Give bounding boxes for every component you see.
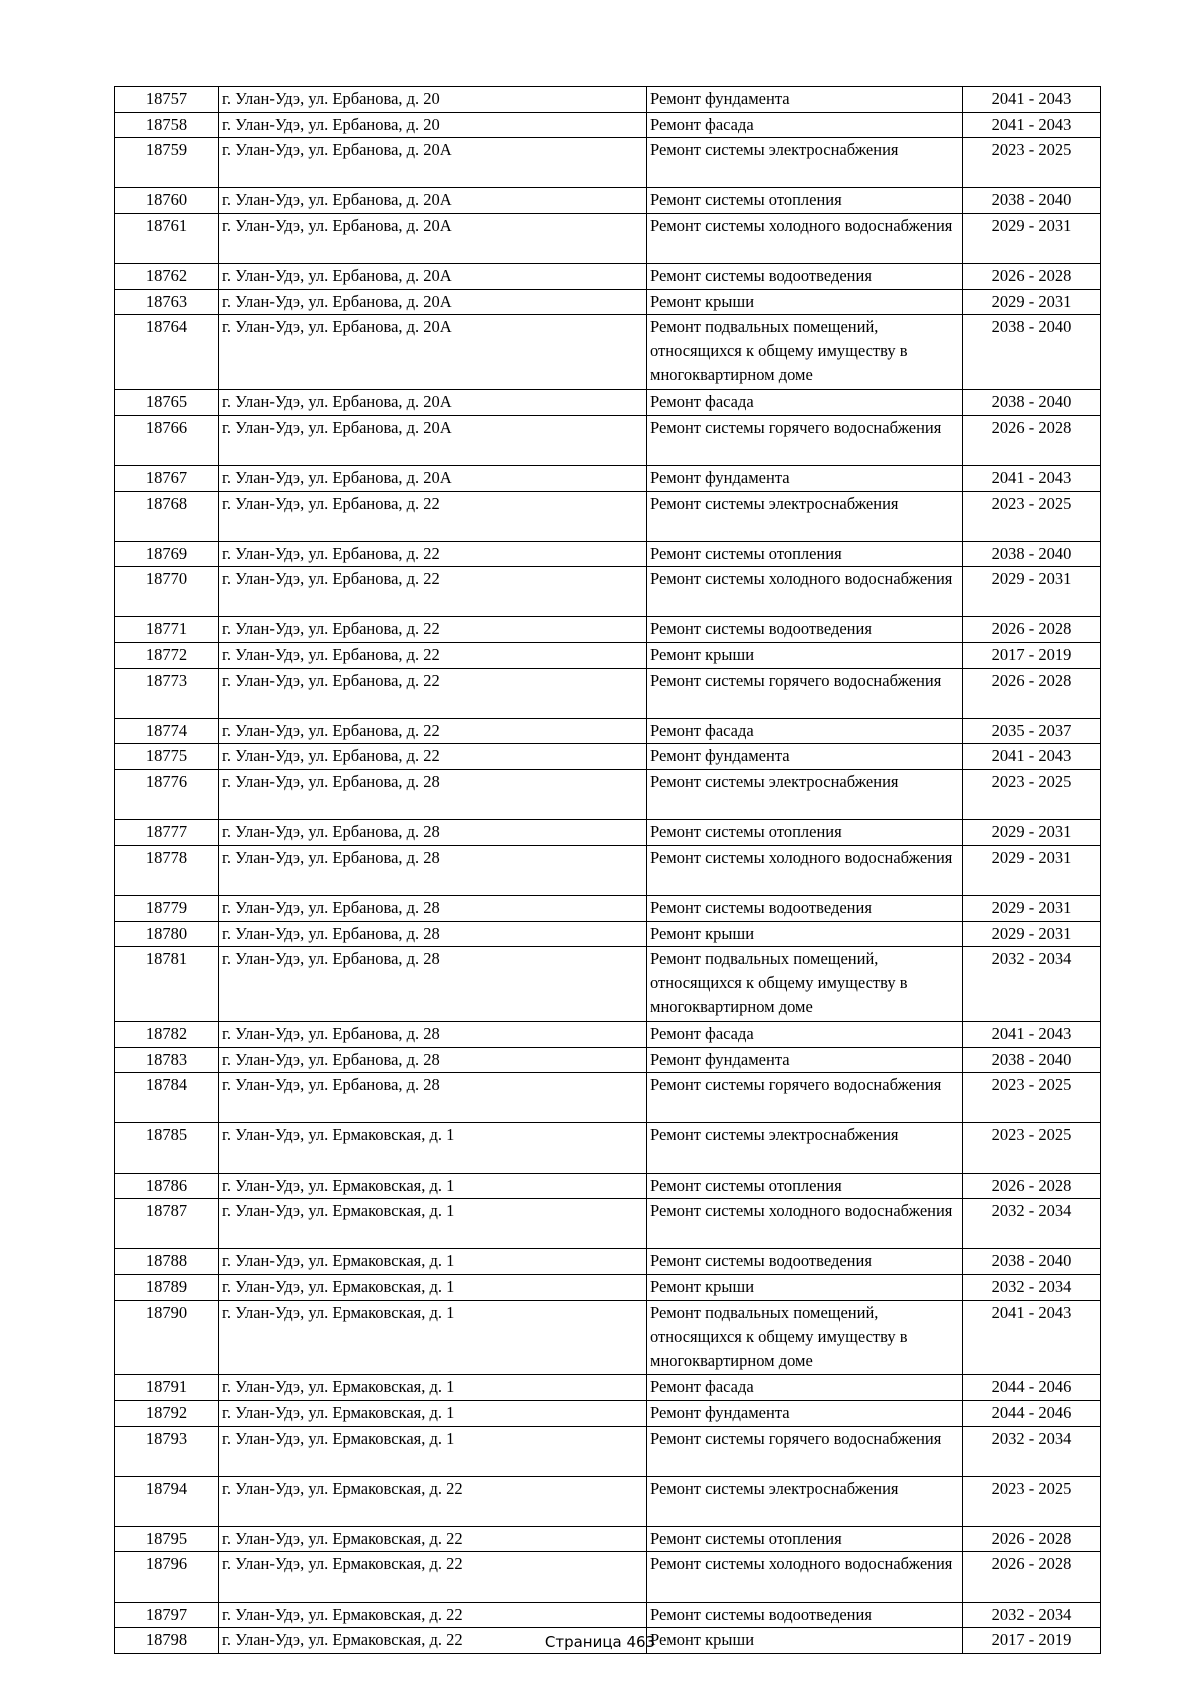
period-cell: 2023 - 2025 (963, 770, 1101, 820)
work-type-cell: Ремонт системы горячего водоснабжения (647, 415, 963, 465)
address-cell: г. Улан-Удэ, ул. Ербанова, д. 20А (219, 138, 647, 188)
work-type-cell: Ремонт фундамента (647, 1400, 963, 1426)
address-cell: г. Улан-Удэ, ул. Ермаковская, д. 1 (219, 1426, 647, 1476)
table-row (115, 491, 1101, 541)
address-cell: г. Улан-Удэ, ул. Ербанова, д. 28 (219, 947, 647, 1022)
row-number-cell: 18780 (115, 921, 219, 947)
period-cell: 2038 - 2040 (963, 315, 1101, 390)
row-number-cell: 18782 (115, 1022, 219, 1048)
table-row (115, 1476, 1101, 1526)
table-row (115, 1300, 1101, 1375)
address-cell: г. Улан-Удэ, ул. Ербанова, д. 22 (219, 491, 647, 541)
address-cell: г. Улан-Удэ, ул. Ербанова, д. 22 (219, 744, 647, 770)
row-number-cell: 18766 (115, 415, 219, 465)
period-cell: 2041 - 2043 (963, 1300, 1101, 1375)
table-row (115, 1426, 1101, 1476)
table-row (115, 770, 1101, 820)
address-cell: г. Улан-Удэ, ул. Ербанова, д. 28 (219, 1047, 647, 1073)
table-row (115, 541, 1101, 567)
address-cell: г. Улан-Удэ, ул. Ермаковская, д. 22 (219, 1526, 647, 1552)
row-number-cell: 18795 (115, 1526, 219, 1552)
table-row (115, 1022, 1101, 1048)
table-row (115, 1400, 1101, 1426)
table-row (115, 896, 1101, 922)
period-cell: 2029 - 2031 (963, 820, 1101, 846)
table-row (115, 1552, 1101, 1602)
work-type-cell: Ремонт крыши (647, 289, 963, 315)
period-cell: 2038 - 2040 (963, 390, 1101, 416)
period-cell: 2029 - 2031 (963, 289, 1101, 315)
row-number-cell: 18776 (115, 770, 219, 820)
work-type-cell: Ремонт фасада (647, 718, 963, 744)
work-type-cell: Ремонт подвальных помещений, относящихся к общему имуществу в многоквартирном доме (647, 315, 963, 390)
work-type-cell: Ремонт системы отопления (647, 1173, 963, 1199)
table-row (115, 1274, 1101, 1300)
row-number-cell: 18798 (115, 1628, 219, 1654)
table-row (115, 289, 1101, 315)
period-cell: 2041 - 2043 (963, 744, 1101, 770)
period-cell: 2038 - 2040 (963, 188, 1101, 214)
period-cell: 2023 - 2025 (963, 1476, 1101, 1526)
period-cell: 2032 - 2034 (963, 1426, 1101, 1476)
period-cell: 2029 - 2031 (963, 921, 1101, 947)
table-row (115, 947, 1101, 1022)
period-cell: 2032 - 2034 (963, 947, 1101, 1022)
row-number-cell: 18787 (115, 1199, 219, 1249)
address-cell: г. Улан-Удэ, ул. Ермаковская, д. 22 (219, 1476, 647, 1526)
address-cell: г. Улан-Удэ, ул. Ермаковская, д. 1 (219, 1375, 647, 1401)
work-type-cell: Ремонт системы водоотведения (647, 264, 963, 290)
address-cell: г. Улан-Удэ, ул. Ербанова, д. 20А (219, 390, 647, 416)
table-row (115, 264, 1101, 290)
address-cell: г. Улан-Удэ, ул. Ербанова, д. 20А (219, 289, 647, 315)
period-cell: 2029 - 2031 (963, 845, 1101, 895)
row-number-cell: 18792 (115, 1400, 219, 1426)
table-row (115, 1047, 1101, 1073)
row-number-cell: 18779 (115, 896, 219, 922)
address-cell: г. Улан-Удэ, ул. Ермаковская, д. 22 (219, 1552, 647, 1602)
work-type-cell: Ремонт крыши (647, 643, 963, 669)
period-cell: 2026 - 2028 (963, 264, 1101, 290)
work-type-cell: Ремонт системы водоотведения (647, 1249, 963, 1275)
row-number-cell: 18797 (115, 1602, 219, 1628)
table-row (115, 845, 1101, 895)
work-type-cell: Ремонт системы электроснабжения (647, 491, 963, 541)
work-type-cell: Ремонт системы холодного водоснабжения (647, 1552, 963, 1602)
work-type-cell: Ремонт системы электроснабжения (647, 1123, 963, 1173)
row-number-cell: 18758 (115, 112, 219, 138)
row-number-cell: 18781 (115, 947, 219, 1022)
period-cell: 2038 - 2040 (963, 1047, 1101, 1073)
table-row (115, 390, 1101, 416)
repair-schedule-body (115, 87, 1101, 1654)
period-cell: 2044 - 2046 (963, 1400, 1101, 1426)
row-number-cell: 18793 (115, 1426, 219, 1476)
address-cell: г. Улан-Удэ, ул. Ербанова, д. 28 (219, 1073, 647, 1123)
work-type-cell: Ремонт системы холодного водоснабжения (647, 213, 963, 263)
address-cell: г. Улан-Удэ, ул. Ербанова, д. 20А (219, 264, 647, 290)
address-cell: г. Улан-Удэ, ул. Ербанова, д. 22 (219, 643, 647, 669)
work-type-cell: Ремонт фундамента (647, 744, 963, 770)
work-type-cell: Ремонт системы водоотведения (647, 1602, 963, 1628)
address-cell: г. Улан-Удэ, ул. Ербанова, д. 28 (219, 820, 647, 846)
address-cell: г. Улан-Удэ, ул. Ермаковская, д. 22 (219, 1602, 647, 1628)
table-row (115, 921, 1101, 947)
address-cell: г. Улан-Удэ, ул. Ербанова, д. 28 (219, 770, 647, 820)
work-type-cell: Ремонт системы отопления (647, 541, 963, 567)
table-row (115, 188, 1101, 214)
address-cell: г. Улан-Удэ, ул. Ермаковская, д. 1 (219, 1274, 647, 1300)
period-cell: 2026 - 2028 (963, 1552, 1101, 1602)
address-cell: г. Улан-Удэ, ул. Ербанова, д. 22 (219, 668, 647, 718)
table-row (115, 1375, 1101, 1401)
work-type-cell: Ремонт крыши (647, 1274, 963, 1300)
period-cell: 2026 - 2028 (963, 668, 1101, 718)
work-type-cell: Ремонт подвальных помещений, относящихся к общему имуществу в многоквартирном доме (647, 1300, 963, 1375)
address-cell: г. Улан-Удэ, ул. Ермаковская, д. 1 (219, 1123, 647, 1173)
period-cell: 2032 - 2034 (963, 1274, 1101, 1300)
row-number-cell: 18773 (115, 668, 219, 718)
work-type-cell: Ремонт фасада (647, 112, 963, 138)
address-cell: г. Улан-Удэ, ул. Ербанова, д. 20А (219, 465, 647, 491)
row-number-cell: 18760 (115, 188, 219, 214)
table-row (115, 718, 1101, 744)
row-number-cell: 18772 (115, 643, 219, 669)
address-cell: г. Улан-Удэ, ул. Ермаковская, д. 1 (219, 1400, 647, 1426)
address-cell: г. Улан-Удэ, ул. Ербанова, д. 28 (219, 1022, 647, 1048)
row-number-cell: 18791 (115, 1375, 219, 1401)
row-number-cell: 18783 (115, 1047, 219, 1073)
period-cell: 2041 - 2043 (963, 465, 1101, 491)
address-cell: г. Улан-Удэ, ул. Ербанова, д. 22 (219, 567, 647, 617)
work-type-cell: Ремонт системы водоотведения (647, 896, 963, 922)
row-number-cell: 18777 (115, 820, 219, 846)
row-number-cell: 18774 (115, 718, 219, 744)
period-cell: 2026 - 2028 (963, 415, 1101, 465)
row-number-cell: 18764 (115, 315, 219, 390)
period-cell: 2023 - 2025 (963, 1073, 1101, 1123)
row-number-cell: 18786 (115, 1173, 219, 1199)
table-row (115, 1123, 1101, 1173)
address-cell: г. Улан-Удэ, ул. Ербанова, д. 28 (219, 896, 647, 922)
address-cell: г. Улан-Удэ, ул. Ербанова, д. 28 (219, 921, 647, 947)
period-cell: 2041 - 2043 (963, 1022, 1101, 1048)
period-cell: 2017 - 2019 (963, 643, 1101, 669)
row-number-cell: 18789 (115, 1274, 219, 1300)
work-type-cell: Ремонт системы электроснабжения (647, 770, 963, 820)
work-type-cell: Ремонт системы холодного водоснабжения (647, 567, 963, 617)
row-number-cell: 18767 (115, 465, 219, 491)
work-type-cell: Ремонт системы холодного водоснабжения (647, 845, 963, 895)
row-number-cell: 18759 (115, 138, 219, 188)
table-row (115, 1249, 1101, 1275)
row-number-cell: 18768 (115, 491, 219, 541)
table-row (115, 1199, 1101, 1249)
address-cell: г. Улан-Удэ, ул. Ербанова, д. 20А (219, 415, 647, 465)
table-row (115, 1173, 1101, 1199)
period-cell: 2032 - 2034 (963, 1199, 1101, 1249)
period-cell: 2044 - 2046 (963, 1375, 1101, 1401)
row-number-cell: 18785 (115, 1123, 219, 1173)
table-row (115, 617, 1101, 643)
work-type-cell: Ремонт подвальных помещений, относящихся к общему имуществу в многоквартирном доме (647, 947, 963, 1022)
work-type-cell: Ремонт крыши (647, 921, 963, 947)
work-type-cell: Ремонт системы отопления (647, 188, 963, 214)
period-cell: 2032 - 2034 (963, 1602, 1101, 1628)
work-type-cell: Ремонт фундамента (647, 87, 963, 113)
work-type-cell: Ремонт системы электроснабжения (647, 138, 963, 188)
address-cell: г. Улан-Удэ, ул. Ербанова, д. 20А (219, 213, 647, 263)
table-row (115, 1602, 1101, 1628)
address-cell: г. Улан-Удэ, ул. Ермаковская, д. 1 (219, 1249, 647, 1275)
period-cell: 2023 - 2025 (963, 138, 1101, 188)
table-row (115, 1526, 1101, 1552)
work-type-cell: Ремонт системы водоотведения (647, 617, 963, 643)
work-type-cell: Ремонт фасада (647, 390, 963, 416)
period-cell: 2029 - 2031 (963, 213, 1101, 263)
period-cell: 2017 - 2019 (963, 1628, 1101, 1654)
period-cell: 2038 - 2040 (963, 541, 1101, 567)
row-number-cell: 18762 (115, 264, 219, 290)
table-row (115, 643, 1101, 669)
row-number-cell: 18770 (115, 567, 219, 617)
table-row (115, 415, 1101, 465)
row-number-cell: 18778 (115, 845, 219, 895)
address-cell: г. Улан-Удэ, ул. Ермаковская, д. 1 (219, 1300, 647, 1375)
period-cell: 2041 - 2043 (963, 112, 1101, 138)
period-cell: 2038 - 2040 (963, 1249, 1101, 1275)
period-cell: 2026 - 2028 (963, 617, 1101, 643)
table-row (115, 315, 1101, 390)
row-number-cell: 18761 (115, 213, 219, 263)
period-cell: 2026 - 2028 (963, 1173, 1101, 1199)
table-row (115, 112, 1101, 138)
address-cell: г. Улан-Удэ, ул. Ербанова, д. 20А (219, 315, 647, 390)
address-cell: г. Улан-Удэ, ул. Ермаковская, д. 1 (219, 1199, 647, 1249)
address-cell: г. Улан-Удэ, ул. Ербанова, д. 20А (219, 188, 647, 214)
period-cell: 2023 - 2025 (963, 491, 1101, 541)
work-type-cell: Ремонт крыши (647, 1628, 963, 1654)
period-cell: 2026 - 2028 (963, 1526, 1101, 1552)
table-row (115, 1073, 1101, 1123)
work-type-cell: Ремонт системы холодного водоснабжения (647, 1199, 963, 1249)
address-cell: г. Улан-Удэ, ул. Ербанова, д. 22 (219, 541, 647, 567)
period-cell: 2029 - 2031 (963, 896, 1101, 922)
row-number-cell: 18775 (115, 744, 219, 770)
work-type-cell: Ремонт системы отопления (647, 1526, 963, 1552)
row-number-cell: 18763 (115, 289, 219, 315)
table-row (115, 465, 1101, 491)
period-cell: 2035 - 2037 (963, 718, 1101, 744)
row-number-cell: 18771 (115, 617, 219, 643)
table-row (115, 744, 1101, 770)
work-type-cell: Ремонт фасада (647, 1375, 963, 1401)
table-row (115, 820, 1101, 846)
address-cell: г. Улан-Удэ, ул. Ермаковская, д. 22 (219, 1628, 647, 1654)
work-type-cell: Ремонт системы электроснабжения (647, 1476, 963, 1526)
row-number-cell: 18796 (115, 1552, 219, 1602)
row-number-cell: 18769 (115, 541, 219, 567)
table-row (115, 213, 1101, 263)
period-cell: 2041 - 2043 (963, 87, 1101, 113)
work-type-cell: Ремонт системы отопления (647, 820, 963, 846)
work-type-cell: Ремонт системы горячего водоснабжения (647, 1073, 963, 1123)
row-number-cell: 18765 (115, 390, 219, 416)
address-cell: г. Улан-Удэ, ул. Ербанова, д. 22 (219, 617, 647, 643)
work-type-cell: Ремонт системы горячего водоснабжения (647, 668, 963, 718)
repair-schedule-table (114, 86, 1101, 1654)
address-cell: г. Улан-Удэ, ул. Ербанова, д. 20 (219, 87, 647, 113)
row-number-cell: 18794 (115, 1476, 219, 1526)
address-cell: г. Улан-Удэ, ул. Ербанова, д. 22 (219, 718, 647, 744)
address-cell: г. Улан-Удэ, ул. Ербанова, д. 20 (219, 112, 647, 138)
address-cell: г. Улан-Удэ, ул. Ермаковская, д. 1 (219, 1173, 647, 1199)
period-cell: 2023 - 2025 (963, 1123, 1101, 1173)
row-number-cell: 18784 (115, 1073, 219, 1123)
address-cell: г. Улан-Удэ, ул. Ербанова, д. 28 (219, 845, 647, 895)
table-row (115, 138, 1101, 188)
page-number: Страница 463 (544, 1633, 656, 1651)
period-cell: 2029 - 2031 (963, 567, 1101, 617)
row-number-cell: 18788 (115, 1249, 219, 1275)
table-row (115, 87, 1101, 113)
work-type-cell: Ремонт фундамента (647, 465, 963, 491)
work-type-cell: Ремонт фасада (647, 1022, 963, 1048)
work-type-cell: Ремонт фундамента (647, 1047, 963, 1073)
work-type-cell: Ремонт системы горячего водоснабжения (647, 1426, 963, 1476)
table-row (115, 668, 1101, 718)
row-number-cell: 18790 (115, 1300, 219, 1375)
row-number-cell: 18757 (115, 87, 219, 113)
table-row (115, 567, 1101, 617)
